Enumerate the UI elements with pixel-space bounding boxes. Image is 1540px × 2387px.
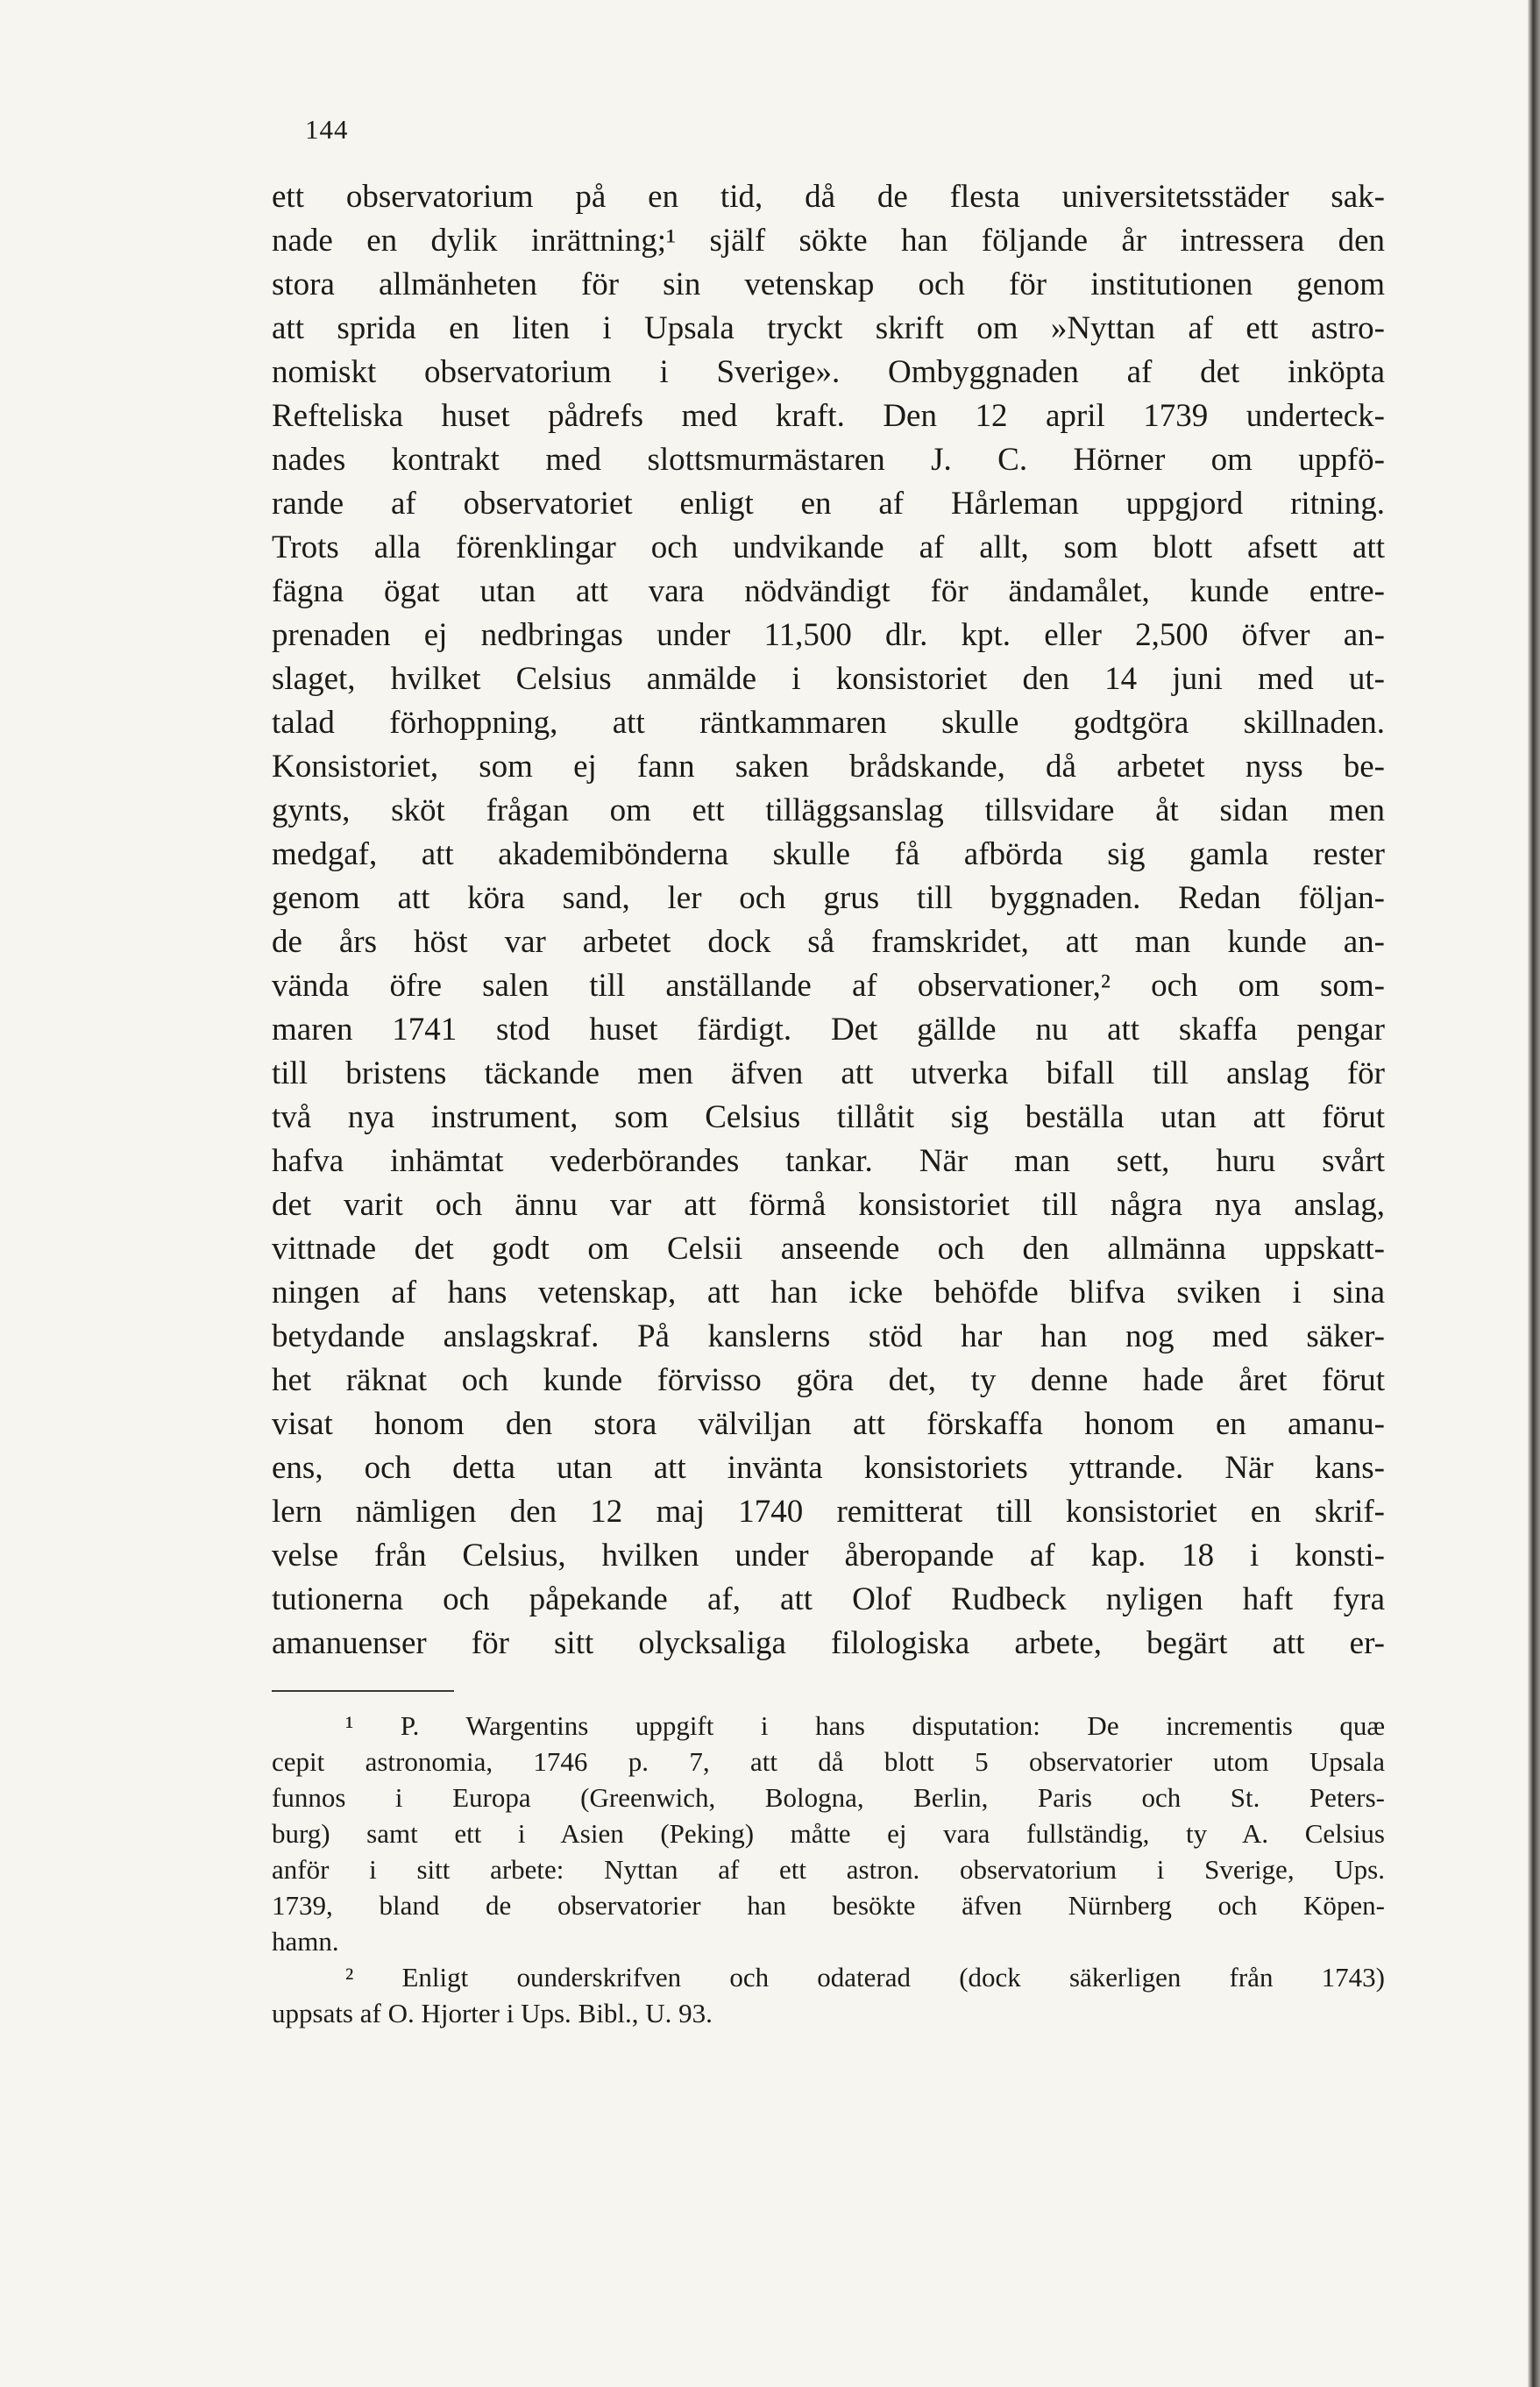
text-line-5: nomiskt observatorium i Sverige». Ombyggnaden af det inköpta [272, 354, 1385, 390]
text-line-15: gynts, sköt frågan om ett tilläggsanslag tillsvidare åt sidan men [272, 792, 1385, 828]
text-line-14: Konsistoriet, som ej fann saken brådskande, då arbetet nyss be- [272, 749, 1385, 785]
text-line-6: Refteliska huset pådrefs med kraft. Den 12 april 1739 underteck- [272, 398, 1385, 434]
text-line-20: maren 1741 stod huset färdigt. Det gällde nu att skaffa pengar [272, 1012, 1385, 1048]
text-line-2: nade en dylik inrättning;¹ själf sökte han följande år intressera den [272, 223, 1385, 259]
footnote-1-line-5: anför i sitt arbete: Nyttan af ett astron. observatorium i Sverige, Ups. [272, 1854, 1385, 1885]
text-line-32: velse från Celsius, hvilken under åberopande af kap. 18 i konsti- [272, 1538, 1385, 1574]
text-line-3: stora allmänheten för sin vetenskap och för institutionen genom [272, 266, 1385, 302]
page-edge-shadow [1528, 0, 1540, 2387]
text-line-10: fägna ögat utan att vara nödvändigt för ändamålet, kunde entre- [272, 573, 1385, 609]
main-text [272, 175, 1385, 1666]
footnote-1-line-7: hamn. [272, 1926, 339, 1957]
text-line-13: talad förhoppning, att räntkammaren skulle godtgöra skillnaden. [272, 705, 1385, 741]
text-line-18: de års höst var arbetet dock så framskridet, att man kunde an- [272, 924, 1385, 960]
text-line-23: hafva inhämtat vederbörandes tankar. När man sett, huru svårt [272, 1143, 1385, 1179]
text-line-28: het räknat och kunde förvisso göra det, ty denne hade året förut [272, 1362, 1385, 1398]
text-line-11: prenaden ej nedbringas under 11,500 dlr. kpt. eller 2,500 öfver an- [272, 617, 1385, 653]
text-line-22: två nya instrument, som Celsius tillåtit sig beställa utan att förut [272, 1099, 1385, 1135]
text-line-17: genom att köra sand, ler och grus till byggnaden. Redan följan- [272, 880, 1385, 916]
text-line-34: amanuenser för sitt olycksaliga filologiska arbete, begärt att er- [272, 1625, 1385, 1661]
footnote-1-line-3: funnos i Europa (Greenwich, Bologna, Berlin, Paris och St. Peters- [272, 1782, 1385, 1813]
text-line-19: vända öfre salen till anställande af observationer,² och om som- [272, 968, 1385, 1004]
footnote-1-line-6: 1739, bland de observatorier han besökte äfven Nürnberg och Köpen- [272, 1890, 1385, 1921]
footnotes [272, 1708, 1385, 2031]
text-line-16: medgaf, att akademibönderna skulle få afbörda sig gamla rester [272, 836, 1385, 872]
footnote-2-line-2: uppsats af O. Hjorter i Ups. Bibl., U. 93. [272, 1998, 713, 2028]
text-line-24: det varit och ännu var att förmå konsistoriet till några nya anslag, [272, 1187, 1385, 1223]
text-line-30: ens, och detta utan att invänta konsistoriets yttrande. När kans- [272, 1450, 1385, 1486]
footnote-2 [272, 1959, 1385, 2031]
footnote-divider [272, 1690, 454, 1692]
text-line-4: att sprida en liten i Upsala tryckt skrift om »Nyttan af ett astro- [272, 310, 1385, 346]
text-line-31: lern nämligen den 12 maj 1740 remitterat till konsistoriet en skrif- [272, 1494, 1385, 1530]
footnote-1 [272, 1708, 1385, 1959]
text-line-26: ningen af hans vetenskap, att han icke behöfde blifva sviken i sina [272, 1275, 1385, 1311]
footnote-1-line-1: ¹ P. Wargentins uppgift i hans disputation: De incrementis quæ [345, 1710, 1385, 1741]
text-line-1: ett observatorium på en tid, då de flesta universitetsstäder sak- [272, 179, 1385, 215]
text-line-9: Trots alla förenklingar och undvikande af allt, som blott afsett att [272, 529, 1385, 565]
text-line-7: nades kontrakt med slottsmurmästaren J. C. Hörner om uppfö- [272, 442, 1385, 478]
text-line-25: vittnade det godt om Celsii anseende och den allmänna uppskatt- [272, 1231, 1385, 1267]
text-line-27: betydande anslagskraf. På kanslerns stöd har han nog med säker- [272, 1318, 1385, 1354]
text-line-8: rande af observatoriet enligt en af Hårleman uppgjord ritning. [272, 486, 1385, 522]
text-line-33: tutionerna och påpekande af, att Olof Rudbeck nyligen haft fyra [272, 1581, 1385, 1617]
footnote-2-line-1: ² Enligt ounderskrifven och odaterad (dock säkerligen från 1743) [345, 1962, 1385, 1993]
text-line-21: till bristens täckande men äfven att utverka bifall till anslag för [272, 1055, 1385, 1091]
text-line-29: visat honom den stora välviljan att förskaffa honom en amanu- [272, 1406, 1385, 1442]
footnote-1-line-2: cepit astronomia, 1746 p. 7, att då blott 5 observatorier utom Upsala [272, 1746, 1385, 1777]
footnote-1-line-4: burg) samt ett i Asien (Peking) måtte ej vara fullständig, ty A. Celsius [272, 1818, 1385, 1849]
text-line-12: slaget, hvilket Celsius anmälde i konsistoriet den 14 juni med ut- [272, 661, 1385, 697]
page-number: 144 [305, 114, 349, 145]
